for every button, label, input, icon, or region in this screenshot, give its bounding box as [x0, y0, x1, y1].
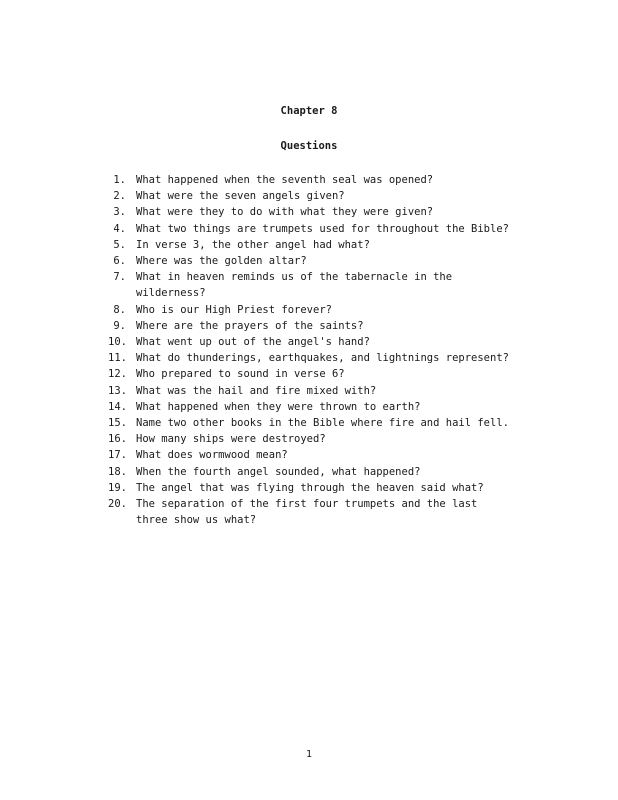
question-text: Who prepared to sound in verse 6? — [136, 368, 345, 381]
question-text: What happened when they were thrown to earth? — [136, 400, 421, 413]
question-item — [108, 253, 528, 269]
question-item — [108, 399, 528, 415]
question-text: What went up out of the angel's hand? — [136, 336, 370, 349]
question-item — [108, 334, 528, 350]
question-text: What in heaven reminds us of the tabernacle in the wilderness? — [136, 271, 453, 300]
question-text: Where are the prayers of the saints? — [136, 319, 364, 332]
question-number: 7. — [113, 271, 126, 284]
question-item — [108, 269, 528, 301]
question-number: 15. — [108, 417, 127, 430]
question-item — [108, 366, 528, 382]
question-text: What do thunderings, earthquakes, and lightnings represent? — [136, 352, 509, 365]
question-item — [108, 496, 528, 528]
section-title: Questions — [280, 140, 338, 152]
question-text: The angel that was flying through the heaven said what? — [136, 481, 484, 494]
question-item — [108, 431, 528, 447]
question-number: 11. — [108, 352, 127, 365]
question-item — [108, 447, 528, 463]
question-number: 3. — [113, 206, 126, 219]
question-number: 2. — [113, 190, 126, 203]
chapter-title: Chapter 8 — [280, 105, 338, 117]
question-item — [108, 318, 528, 334]
question-number: 9. — [113, 319, 126, 332]
question-text: How many ships were destroyed? — [136, 433, 326, 446]
question-text: The separation of the first four trumpets and the last three show us what? — [136, 498, 478, 527]
question-item — [108, 172, 528, 188]
question-text: What was the hail and fire mixed with? — [136, 384, 377, 397]
question-number: 17. — [108, 449, 127, 462]
question-item — [108, 383, 528, 399]
question-text: In verse 3, the other angel had what? — [136, 238, 370, 251]
question-number: 5. — [113, 238, 126, 251]
question-text: What were they to do with what they were given? — [136, 206, 434, 219]
question-text: Where was the golden altar? — [136, 255, 307, 268]
question-number: 20. — [108, 498, 127, 511]
question-item — [108, 480, 528, 496]
question-item — [108, 204, 528, 220]
question-number: 19. — [108, 481, 127, 494]
question-text: Name two other books in the Bible where fire and hail fell. — [136, 417, 509, 430]
page-number: 1 — [305, 749, 313, 760]
question-item — [108, 302, 528, 318]
question-text: What were the seven angels given? — [136, 190, 345, 203]
question-number: 12. — [108, 368, 127, 381]
question-text: Who is our High Priest forever? — [136, 303, 332, 316]
question-list — [108, 172, 528, 528]
question-number: 4. — [113, 222, 126, 235]
question-number: 13. — [108, 384, 127, 397]
question-text: When the fourth angel sounded, what happened? — [136, 465, 421, 478]
question-number: 16. — [108, 433, 127, 446]
question-number: 8. — [113, 303, 126, 316]
question-number: 6. — [113, 255, 126, 268]
question-item — [108, 464, 528, 480]
question-number: 10. — [108, 336, 127, 349]
question-item — [108, 188, 528, 204]
question-item — [108, 415, 528, 431]
question-number: 1. — [113, 174, 126, 186]
question-item — [108, 221, 528, 237]
question-text: What two things are trumpets used for throughout the Bible? — [136, 222, 509, 235]
question-text: What happened when the seventh seal was opened? — [136, 174, 434, 186]
question-item — [108, 350, 528, 366]
question-number: 14. — [108, 400, 127, 413]
question-number: 18. — [108, 465, 127, 478]
question-item — [108, 237, 528, 253]
question-text: What does wormwood mean? — [136, 449, 288, 462]
